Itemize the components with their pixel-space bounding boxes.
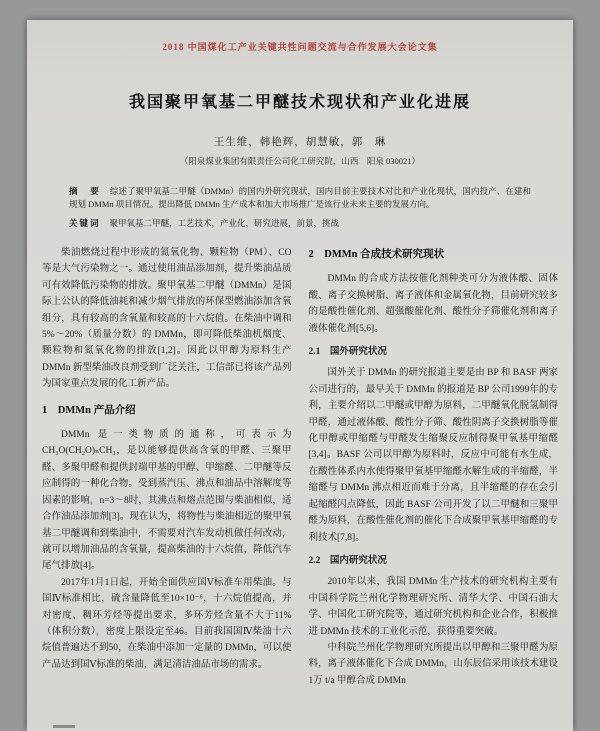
section-heading-1: 1 DMMn 产品介绍 (42, 404, 136, 416)
paragraph-product-intro: DMMn 是一类物质的通称，可表示为 CH₃O(CH₂O)ₙCH₃，是以能够提供高含氧的甲醛、三聚甲醛、多聚甲醛和提供封端甲基的甲醇、甲缩醛、二甲醚等反应制得的一种化合物。受到蒸汽压、沸点和油品中溶解度等因素的影响，n=3～8时，其沸点和熔点范围与柴油相似，适合作油品添加剂[3]。现在认为，将物性与柴油相近的聚甲氧基二甲醚调和到柴油中，不需要对汽车发动机做任何改动，就可以增加油品的含氧量，提高柴油的十六烷值，降低汽车尾气排放[4]。 (42, 430, 292, 572)
section-heading-2: 2 DMMn 合成技术研究现状 (308, 249, 445, 260)
paragraph-foreign-research: 国外关于 DMMn 的研究报道主要是由 BP 和 BASF 两家公司进行的，最早关于 DMMn 的报道是 BP 公司1999年的专利，主要介绍以二甲醚或甲醇为原料，二甲醚氧化脱氢制得甲醛，通过液体酸、酸性分子筛、酸性阴离子交换树脂等催化甲醇或甲缩醛与甲醛发生缩聚反应制得聚甲氧基甲缩醛[3,4]。BASF 公司以甲醇为原料时，反应中可能有水生成，在酸性体系内水使得聚甲氧基甲缩醛水解生成的半缩醛，半缩醛与 DMMn 沸点相近而难于分离，且半缩醛的存在会引起缩醛闪点降低，因此 BASF 公司开发了以二甲醚和三聚甲醛为原料，在酸性催化剂的催化下合成聚甲氧基甲缩醛的专利技术[7,8]。 (308, 368, 558, 543)
scan-artifact (53, 725, 75, 728)
left-column (42, 245, 292, 689)
paragraph-lanzhou-institute: 中科院兰州化学物理研究所提出以甲醇和三聚甲醛为原料，离子液体催化下合成 DMMn，山东辰信采用该技术建设1万 t/a 甲醇合成 DMMn (308, 642, 558, 686)
paragraph-intro: 柴油燃烧过程中形成的氮氧化物、颗粒物（PM）、CO等是大气污染物之一。通过使用油品添加剂，提升柴油品质可有效降低污染物的排放。聚甲氧基二甲醚（DMMn）是国际上公认的降低油耗和减少烟气排放的环保型燃油添加含氧组分，具有较高的含氧量和较高的十六烷值。在柴油中调和5%～20%（质量分数）的 DMMn，即可降低柴油机烟度、颗粒物和氮氧化物的排放[1,2]。因此以甲醇为原料生产 DMMn 新型柴油改良剂受到广泛关注，工信部已将该产品列为国家重点发展的化工新产品。 (42, 248, 292, 390)
abstract-text: 综述了聚甲氧基二甲醚（DMMn）的国内外研究现状，国内目前主要技术对比和产业化现状，国内投产、在建和规划 DMMn 项目情况。提出降低 DMMn 生产成本和加大市场推广是该行业未来主要的发展方向。 (69, 186, 531, 209)
section-heading-2-1: 2.1 国外研究状况 (308, 347, 387, 358)
paragraph-diesel-standard: 2017年1月1日起，开始全面供应国Ⅴ标准车用柴油。与国Ⅳ标准相比，硫含量降低至10×10⁻⁶，十六烷值提高，并对密度、稠环芳烃等提出要求，多环芳烃含量不大于11%（体积分数），密度上限设定至46。目前我国国Ⅳ柴油十六烷值普遍达不到50，在柴油中添加一定量的 DMMn，可以使产品达到国Ⅴ标准的柴油，满足清洁油品市场的需求。 (42, 577, 292, 670)
keywords-block (69, 217, 531, 230)
abstract-block (69, 185, 531, 211)
keywords-label: 关键词 (69, 218, 101, 228)
abstract-label: 摘 要 (69, 186, 101, 196)
paragraph-domestic-research: 2010年以来，我国 DMMn 生产技术的研究机构主要有中国科学院兰州化学物理研究所、清华大学、中国石油大学、中国化工研究院等，通过研究机构和企业合作，积极推进 DMMn 技术的工业化示范，获得重要突破。 (308, 577, 558, 637)
section-heading-2-2: 2.2 国内研究状况 (308, 555, 387, 566)
keywords-text: 聚甲氧基二甲醚，工艺技术，产业化，研究进展，前景，挑战 (109, 218, 340, 228)
authors-line: 王生维，韩艳辉，胡慧敏，郭 琳 (213, 137, 387, 148)
affiliation-line: （阳泉煤业集团有限责任公司化工研究院，山西 阳泉 030021） (179, 156, 421, 166)
body-columns (42, 245, 558, 689)
paragraph-synthesis-overview: DMMn 的合成方法按催化剂种类可分为液体酸、固体酸、离子交换树脂、离子液体和金属氧化物，目前研究较多的是酸性催化剂、超强酸催化剂、酸性分子筛催化剂和离子液体催化剂[5,6]。 (308, 274, 558, 334)
paper-title: 我国聚甲氧基二甲醚技术现状和产业化进展 (128, 94, 471, 111)
right-column (309, 245, 559, 689)
paper-page (27, 20, 573, 731)
proceedings-header: 2018 中国煤化工产业关键共性问题交流与合作发展大会论文集 (162, 42, 438, 52)
